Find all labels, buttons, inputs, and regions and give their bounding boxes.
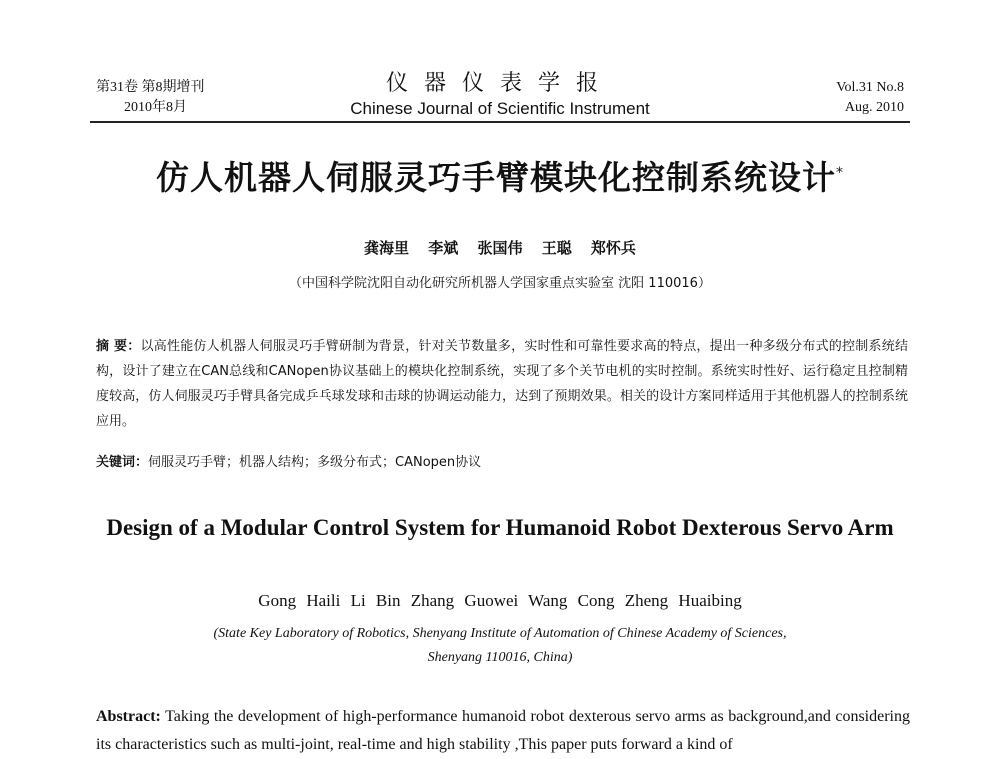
keywords-cn [96,451,908,470]
issue-date: 2010年8月 [124,100,187,115]
issue-info-en [836,78,904,118]
affiliation-en-line2: Shenyang 110016, China) [427,650,573,665]
paper-title-en: Design of a Modular Control System for Humanoid Robot Dexterous Servo Arm [106,515,894,540]
authors-en: Gong Haili Li Bin Zhang Guowei Wang Cong Zheng Huaibing [258,591,742,610]
volume-en: Vol.31 No.8 [836,80,904,95]
keywords-cn-label: 关键词： [96,455,149,470]
affiliation-en [0,622,1000,670]
authors-cn: 龚海里 李斌 张国伟 王聪 郑怀兵 [364,239,636,257]
header-rule [90,121,910,123]
abstract-cn-label: 摘 要： [96,339,141,354]
abstract-en-text: Taking the development of high-performance humanoid robot dexterous servo arms as background,and considering its characteristics such as multi-joint, real-time and high stability ,This paper puts forward a kind of [96,708,910,753]
title-cn-text: 仿人机器人伺服灵巧手臂模块化控制系统设计 [156,158,836,197]
issue-volume: 第31卷 第8期增刊 [96,80,205,95]
abstract-cn [96,334,908,434]
abstract-en-label: Abstract: [96,708,161,725]
date-en: Aug. 2010 [844,100,904,115]
journal-name-cn: 仪器仪表学报 [385,71,614,96]
keywords-cn-text: 伺服灵巧手臂；机器人结构；多级分布式；CANopen协议 [148,455,482,470]
affiliation-cn: （中国科学院沈阳自动化研究所机器人学国家重点实验室 沈阳 110016） [289,276,711,291]
abstract-cn-text: 以高性能仿人机器人伺服灵巧手臂研制为背景，针对关节数量多，实时性和可靠性要求高的特点，提出一种多级分布式的控制系统结构，设计了建立在CAN总线和CANopen协议基础上的模块化控制系统，实现了多个关节电机的实时控制。系统实时性好、运行稳定且控制精度较高，仿人伺服灵巧手臂具备完成乒乓球发球和击球的协调运动能力，达到了预期效果。相关的设计方案同样适用于其他机器人的控制系统应用。 [96,339,908,429]
abstract-en [96,703,910,759]
title-footnote-mark: * [836,165,844,181]
journal-name-en: Chinese Journal of Scientific Instrument [350,99,650,118]
paper-title-cn [0,152,1000,199]
affiliation-en-line1: (State Key Laboratory of Robotics, Shenyang Institute of Automation of Chinese Academy of Sciences, [213,626,787,641]
